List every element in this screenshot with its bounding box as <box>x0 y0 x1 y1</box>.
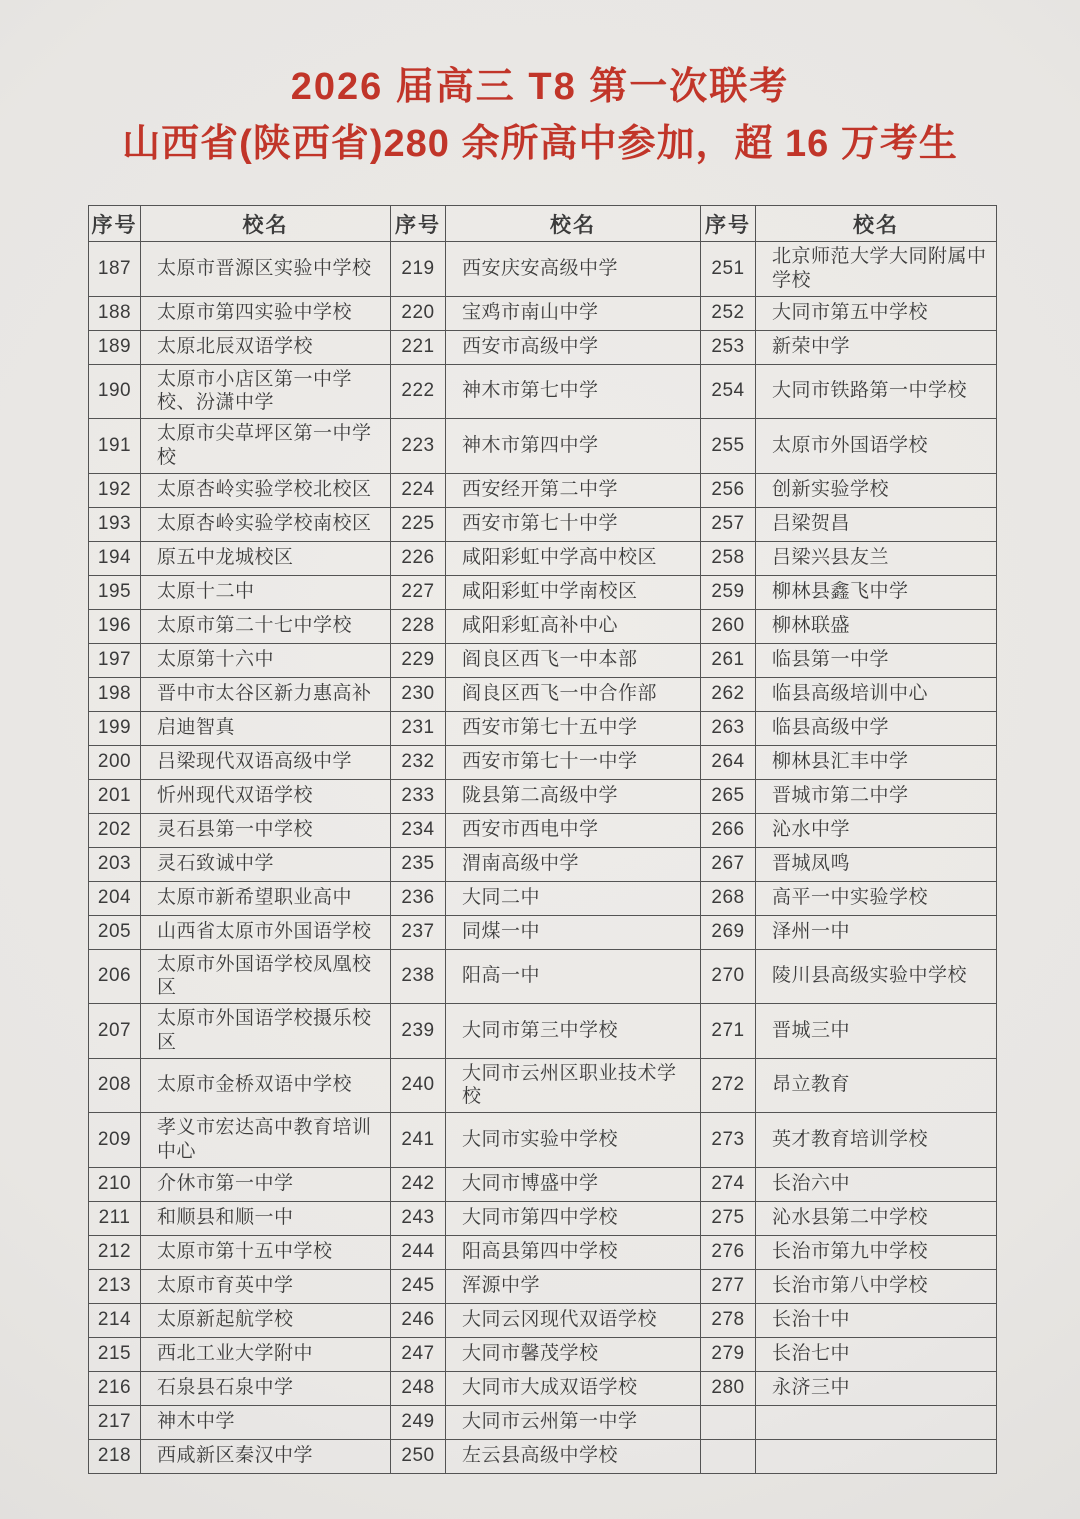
school-name-cell: 大同二中 <box>446 881 701 915</box>
school-name-cell: 北京师范大学大同附属中学校 <box>756 242 997 297</box>
row-number-cell: 249 <box>391 1405 446 1439</box>
school-name-cell: 泽州一中 <box>756 915 997 949</box>
row-number-cell: 230 <box>391 677 446 711</box>
school-name-cell: 太原市育英中学 <box>141 1269 391 1303</box>
row-number-cell: 218 <box>89 1439 141 1473</box>
school-name-cell: 石泉县石泉中学 <box>141 1371 391 1405</box>
school-name-cell: 神木市第七中学 <box>446 364 701 419</box>
row-number-cell: 268 <box>701 881 756 915</box>
school-name-cell: 长治市第八中学校 <box>756 1269 997 1303</box>
school-name-cell: 灵石县第一中学校 <box>141 813 391 847</box>
row-number-cell: 240 <box>391 1058 446 1113</box>
school-name-cell: 山西省太原市外国语学校 <box>141 915 391 949</box>
school-name-cell: 临县第一中学 <box>756 643 997 677</box>
row-number-cell: 265 <box>701 779 756 813</box>
row-number-cell: 227 <box>391 575 446 609</box>
school-name-cell: 大同市大成双语学校 <box>446 1371 701 1405</box>
school-name-cell: 太原市第二十七中学校 <box>141 609 391 643</box>
schools-table-body <box>89 242 997 1474</box>
school-name-cell <box>756 1439 997 1473</box>
table-row <box>89 1337 997 1371</box>
school-name-cell: 灵石致诚中学 <box>141 847 391 881</box>
school-name-cell: 大同市铁路第一中学校 <box>756 364 997 419</box>
row-number-cell: 277 <box>701 1269 756 1303</box>
row-number-cell: 248 <box>391 1371 446 1405</box>
row-number-cell: 224 <box>391 473 446 507</box>
school-name-cell: 阎良区西飞一中合作部 <box>446 677 701 711</box>
school-name-cell: 陇县第二高级中学 <box>446 779 701 813</box>
school-name-cell: 长治七中 <box>756 1337 997 1371</box>
row-number-cell: 243 <box>391 1201 446 1235</box>
row-number-cell: 261 <box>701 643 756 677</box>
school-name-cell: 太原市外国语学校 <box>756 419 997 474</box>
row-number-cell: 215 <box>89 1337 141 1371</box>
table-header-row <box>89 206 997 242</box>
school-name-cell: 西咸新区秦汉中学 <box>141 1439 391 1473</box>
row-number-cell: 217 <box>89 1405 141 1439</box>
table-row <box>89 643 997 677</box>
school-name-cell: 临县高级中学 <box>756 711 997 745</box>
row-number-cell: 280 <box>701 1371 756 1405</box>
schools-table <box>88 205 997 1474</box>
row-number-cell: 202 <box>89 813 141 847</box>
table-row <box>89 541 997 575</box>
school-name-cell: 晋城市第二中学 <box>756 779 997 813</box>
column-header-no-3: 序号 <box>701 206 756 242</box>
row-number-cell: 228 <box>391 609 446 643</box>
row-number-cell: 205 <box>89 915 141 949</box>
school-name-cell: 陵川县高级实验中学校 <box>756 949 997 1004</box>
column-header-name-3: 校名 <box>756 206 997 242</box>
table-row <box>89 881 997 915</box>
school-name-cell: 太原市第十五中学校 <box>141 1235 391 1269</box>
school-name-cell: 晋中市太谷区新力惠高补 <box>141 677 391 711</box>
table-row <box>89 473 997 507</box>
row-number-cell: 241 <box>391 1113 446 1168</box>
school-name-cell: 太原市第四实验中学校 <box>141 296 391 330</box>
row-number-cell: 275 <box>701 1201 756 1235</box>
table-row <box>89 242 997 297</box>
school-name-cell: 昂立教育 <box>756 1058 997 1113</box>
table-row <box>89 364 997 419</box>
school-name-cell: 西北工业大学附中 <box>141 1337 391 1371</box>
row-number-cell: 272 <box>701 1058 756 1113</box>
school-name-cell: 咸阳彩虹中学南校区 <box>446 575 701 609</box>
row-number-cell: 226 <box>391 541 446 575</box>
school-name-cell: 大同市云州第一中学 <box>446 1405 701 1439</box>
row-number-cell: 257 <box>701 507 756 541</box>
school-name-cell: 永济三中 <box>756 1371 997 1405</box>
table-row <box>89 1303 997 1337</box>
table-row <box>89 677 997 711</box>
row-number-cell: 222 <box>391 364 446 419</box>
row-number-cell: 260 <box>701 609 756 643</box>
row-number-cell: 267 <box>701 847 756 881</box>
row-number-cell: 208 <box>89 1058 141 1113</box>
row-number-cell: 220 <box>391 296 446 330</box>
school-name-cell: 太原十二中 <box>141 575 391 609</box>
row-number-cell: 223 <box>391 419 446 474</box>
row-number-cell: 276 <box>701 1235 756 1269</box>
row-number-cell: 213 <box>89 1269 141 1303</box>
school-name-cell: 太原杏岭实验学校南校区 <box>141 507 391 541</box>
table-row <box>89 575 997 609</box>
school-name-cell: 太原市金桥双语中学校 <box>141 1058 391 1113</box>
table-row <box>89 419 997 474</box>
school-name-cell: 宝鸡市南山中学 <box>446 296 701 330</box>
school-name-cell: 介休市第一中学 <box>141 1167 391 1201</box>
row-number-cell: 259 <box>701 575 756 609</box>
school-name-cell: 左云县高级中学校 <box>446 1439 701 1473</box>
school-name-cell: 大同市第四中学校 <box>446 1201 701 1235</box>
school-name-cell: 太原市小店区第一中学校、汾潇中学 <box>141 364 391 419</box>
table-row <box>89 1405 997 1439</box>
table-row <box>89 1269 997 1303</box>
title-line-1: 2026 届高三 T8 第一次联考 <box>290 66 790 108</box>
row-number-cell: 278 <box>701 1303 756 1337</box>
school-name-cell: 新荣中学 <box>756 330 997 364</box>
school-name-cell: 大同市第五中学校 <box>756 296 997 330</box>
row-number-cell: 206 <box>89 949 141 1004</box>
table-row <box>89 949 997 1004</box>
school-name-cell: 创新实验学校 <box>756 473 997 507</box>
school-name-cell: 阳高县第四中学校 <box>446 1235 701 1269</box>
school-name-cell: 大同市馨茂学校 <box>446 1337 701 1371</box>
table-row <box>89 296 997 330</box>
row-number-cell <box>701 1405 756 1439</box>
school-name-cell: 启迪智真 <box>141 711 391 745</box>
school-name-cell: 大同市云州区职业技术学校 <box>446 1058 701 1113</box>
school-name-cell: 渭南高级中学 <box>446 847 701 881</box>
row-number-cell: 235 <box>391 847 446 881</box>
school-name-cell: 太原市尖草坪区第一中学校 <box>141 419 391 474</box>
school-name-cell: 柳林县汇丰中学 <box>756 745 997 779</box>
school-name-cell: 同煤一中 <box>446 915 701 949</box>
school-name-cell: 临县高级培训中心 <box>756 677 997 711</box>
row-number-cell: 193 <box>89 507 141 541</box>
row-number-cell: 273 <box>701 1113 756 1168</box>
school-name-cell: 西安市第七十中学 <box>446 507 701 541</box>
column-header-no-1: 序号 <box>89 206 141 242</box>
table-row <box>89 609 997 643</box>
school-name-cell: 吕梁兴县友兰 <box>756 541 997 575</box>
table-row <box>89 711 997 745</box>
row-number-cell: 242 <box>391 1167 446 1201</box>
school-name-cell: 高平一中实验学校 <box>756 881 997 915</box>
school-name-cell: 长治六中 <box>756 1167 997 1201</box>
school-name-cell <box>756 1405 997 1439</box>
table-row <box>89 745 997 779</box>
row-number-cell: 211 <box>89 1201 141 1235</box>
row-number-cell: 244 <box>391 1235 446 1269</box>
table-row <box>89 1439 997 1473</box>
school-name-cell: 太原第十六中 <box>141 643 391 677</box>
row-number-cell: 247 <box>391 1337 446 1371</box>
row-number-cell: 231 <box>391 711 446 745</box>
school-name-cell: 柳林县鑫飞中学 <box>756 575 997 609</box>
school-name-cell: 和顺县和顺一中 <box>141 1201 391 1235</box>
table-row <box>89 507 997 541</box>
school-name-cell: 太原市晋源区实验中学校 <box>141 242 391 297</box>
school-name-cell: 柳林联盛 <box>756 609 997 643</box>
row-number-cell: 204 <box>89 881 141 915</box>
schools-table-container <box>88 205 996 1474</box>
school-name-cell: 太原杏岭实验学校北校区 <box>141 473 391 507</box>
row-number-cell: 195 <box>89 575 141 609</box>
table-row <box>89 779 997 813</box>
school-name-cell: 大同市第三中学校 <box>446 1004 701 1059</box>
row-number-cell: 246 <box>391 1303 446 1337</box>
row-number-cell: 216 <box>89 1371 141 1405</box>
table-row <box>89 1201 997 1235</box>
row-number-cell: 219 <box>391 242 446 297</box>
row-number-cell: 198 <box>89 677 141 711</box>
page-title <box>0 62 1080 171</box>
column-header-name-2: 校名 <box>446 206 701 242</box>
school-name-cell: 吕梁贺昌 <box>756 507 997 541</box>
school-name-cell: 浑源中学 <box>446 1269 701 1303</box>
row-number-cell: 221 <box>391 330 446 364</box>
school-name-cell: 神木市第四中学 <box>446 419 701 474</box>
table-row <box>89 915 997 949</box>
school-name-cell: 阳高一中 <box>446 949 701 1004</box>
school-name-cell: 英才教育培训学校 <box>756 1113 997 1168</box>
row-number-cell: 256 <box>701 473 756 507</box>
row-number-cell: 239 <box>391 1004 446 1059</box>
school-name-cell: 太原市新希望职业高中 <box>141 881 391 915</box>
table-row <box>89 1235 997 1269</box>
row-number-cell: 191 <box>89 419 141 474</box>
row-number-cell: 264 <box>701 745 756 779</box>
row-number-cell: 262 <box>701 677 756 711</box>
table-row <box>89 1113 997 1168</box>
row-number-cell: 232 <box>391 745 446 779</box>
school-name-cell: 长治十中 <box>756 1303 997 1337</box>
row-number-cell: 200 <box>89 745 141 779</box>
row-number-cell: 252 <box>701 296 756 330</box>
row-number-cell: 234 <box>391 813 446 847</box>
school-name-cell: 咸阳彩虹高补中心 <box>446 609 701 643</box>
row-number-cell: 188 <box>89 296 141 330</box>
school-name-cell: 沁水中学 <box>756 813 997 847</box>
school-name-cell: 晋城凤鸣 <box>756 847 997 881</box>
row-number-cell: 209 <box>89 1113 141 1168</box>
row-number-cell: 269 <box>701 915 756 949</box>
row-number-cell: 199 <box>89 711 141 745</box>
row-number-cell: 229 <box>391 643 446 677</box>
school-name-cell: 西安市西电中学 <box>446 813 701 847</box>
school-name-cell: 西安市第七十一中学 <box>446 745 701 779</box>
column-header-name-1: 校名 <box>141 206 391 242</box>
row-number-cell: 250 <box>391 1439 446 1473</box>
row-number-cell: 270 <box>701 949 756 1004</box>
school-name-cell: 大同云冈现代双语学校 <box>446 1303 701 1337</box>
row-number-cell: 263 <box>701 711 756 745</box>
row-number-cell <box>701 1439 756 1473</box>
table-row <box>89 1167 997 1201</box>
school-name-cell: 太原市外国语学校摄乐校区 <box>141 1004 391 1059</box>
row-number-cell: 271 <box>701 1004 756 1059</box>
row-number-cell: 258 <box>701 541 756 575</box>
school-name-cell: 太原新起航学校 <box>141 1303 391 1337</box>
school-name-cell: 西安庆安高级中学 <box>446 242 701 297</box>
row-number-cell: 197 <box>89 643 141 677</box>
row-number-cell: 238 <box>391 949 446 1004</box>
row-number-cell: 190 <box>89 364 141 419</box>
column-header-no-2: 序号 <box>391 206 446 242</box>
school-name-cell: 长治市第九中学校 <box>756 1235 997 1269</box>
school-name-cell: 吕梁现代双语高级中学 <box>141 745 391 779</box>
row-number-cell: 187 <box>89 242 141 297</box>
row-number-cell: 279 <box>701 1337 756 1371</box>
school-name-cell: 大同市实验中学校 <box>446 1113 701 1168</box>
table-row <box>89 847 997 881</box>
row-number-cell: 251 <box>701 242 756 297</box>
school-name-cell: 阎良区西飞一中本部 <box>446 643 701 677</box>
row-number-cell: 266 <box>701 813 756 847</box>
row-number-cell: 194 <box>89 541 141 575</box>
row-number-cell: 201 <box>89 779 141 813</box>
row-number-cell: 210 <box>89 1167 141 1201</box>
row-number-cell: 212 <box>89 1235 141 1269</box>
row-number-cell: 196 <box>89 609 141 643</box>
row-number-cell: 192 <box>89 473 141 507</box>
table-row <box>89 813 997 847</box>
table-row <box>89 330 997 364</box>
school-name-cell: 忻州现代双语学校 <box>141 779 391 813</box>
row-number-cell: 255 <box>701 419 756 474</box>
table-row <box>89 1058 997 1113</box>
school-name-cell: 晋城三中 <box>756 1004 997 1059</box>
row-number-cell: 253 <box>701 330 756 364</box>
school-name-cell: 太原市外国语学校凤凰校区 <box>141 949 391 1004</box>
row-number-cell: 203 <box>89 847 141 881</box>
row-number-cell: 237 <box>391 915 446 949</box>
title-line-2: 山西省(陕西省)280 余所高中参加，超 16 万考生 <box>122 123 958 166</box>
school-name-cell: 咸阳彩虹中学高中校区 <box>446 541 701 575</box>
table-row <box>89 1371 997 1405</box>
row-number-cell: 225 <box>391 507 446 541</box>
row-number-cell: 236 <box>391 881 446 915</box>
row-number-cell: 233 <box>391 779 446 813</box>
row-number-cell: 207 <box>89 1004 141 1059</box>
school-name-cell: 孝义市宏达高中教育培训中心 <box>141 1113 391 1168</box>
school-name-cell: 西安经开第二中学 <box>446 473 701 507</box>
school-name-cell: 西安市高级中学 <box>446 330 701 364</box>
school-name-cell: 沁水县第二中学校 <box>756 1201 997 1235</box>
table-row <box>89 1004 997 1059</box>
row-number-cell: 214 <box>89 1303 141 1337</box>
row-number-cell: 274 <box>701 1167 756 1201</box>
school-name-cell: 神木中学 <box>141 1405 391 1439</box>
school-name-cell: 原五中龙城校区 <box>141 541 391 575</box>
row-number-cell: 245 <box>391 1269 446 1303</box>
school-name-cell: 大同市博盛中学 <box>446 1167 701 1201</box>
row-number-cell: 254 <box>701 364 756 419</box>
row-number-cell: 189 <box>89 330 141 364</box>
school-name-cell: 西安市第七十五中学 <box>446 711 701 745</box>
school-name-cell: 太原北辰双语学校 <box>141 330 391 364</box>
